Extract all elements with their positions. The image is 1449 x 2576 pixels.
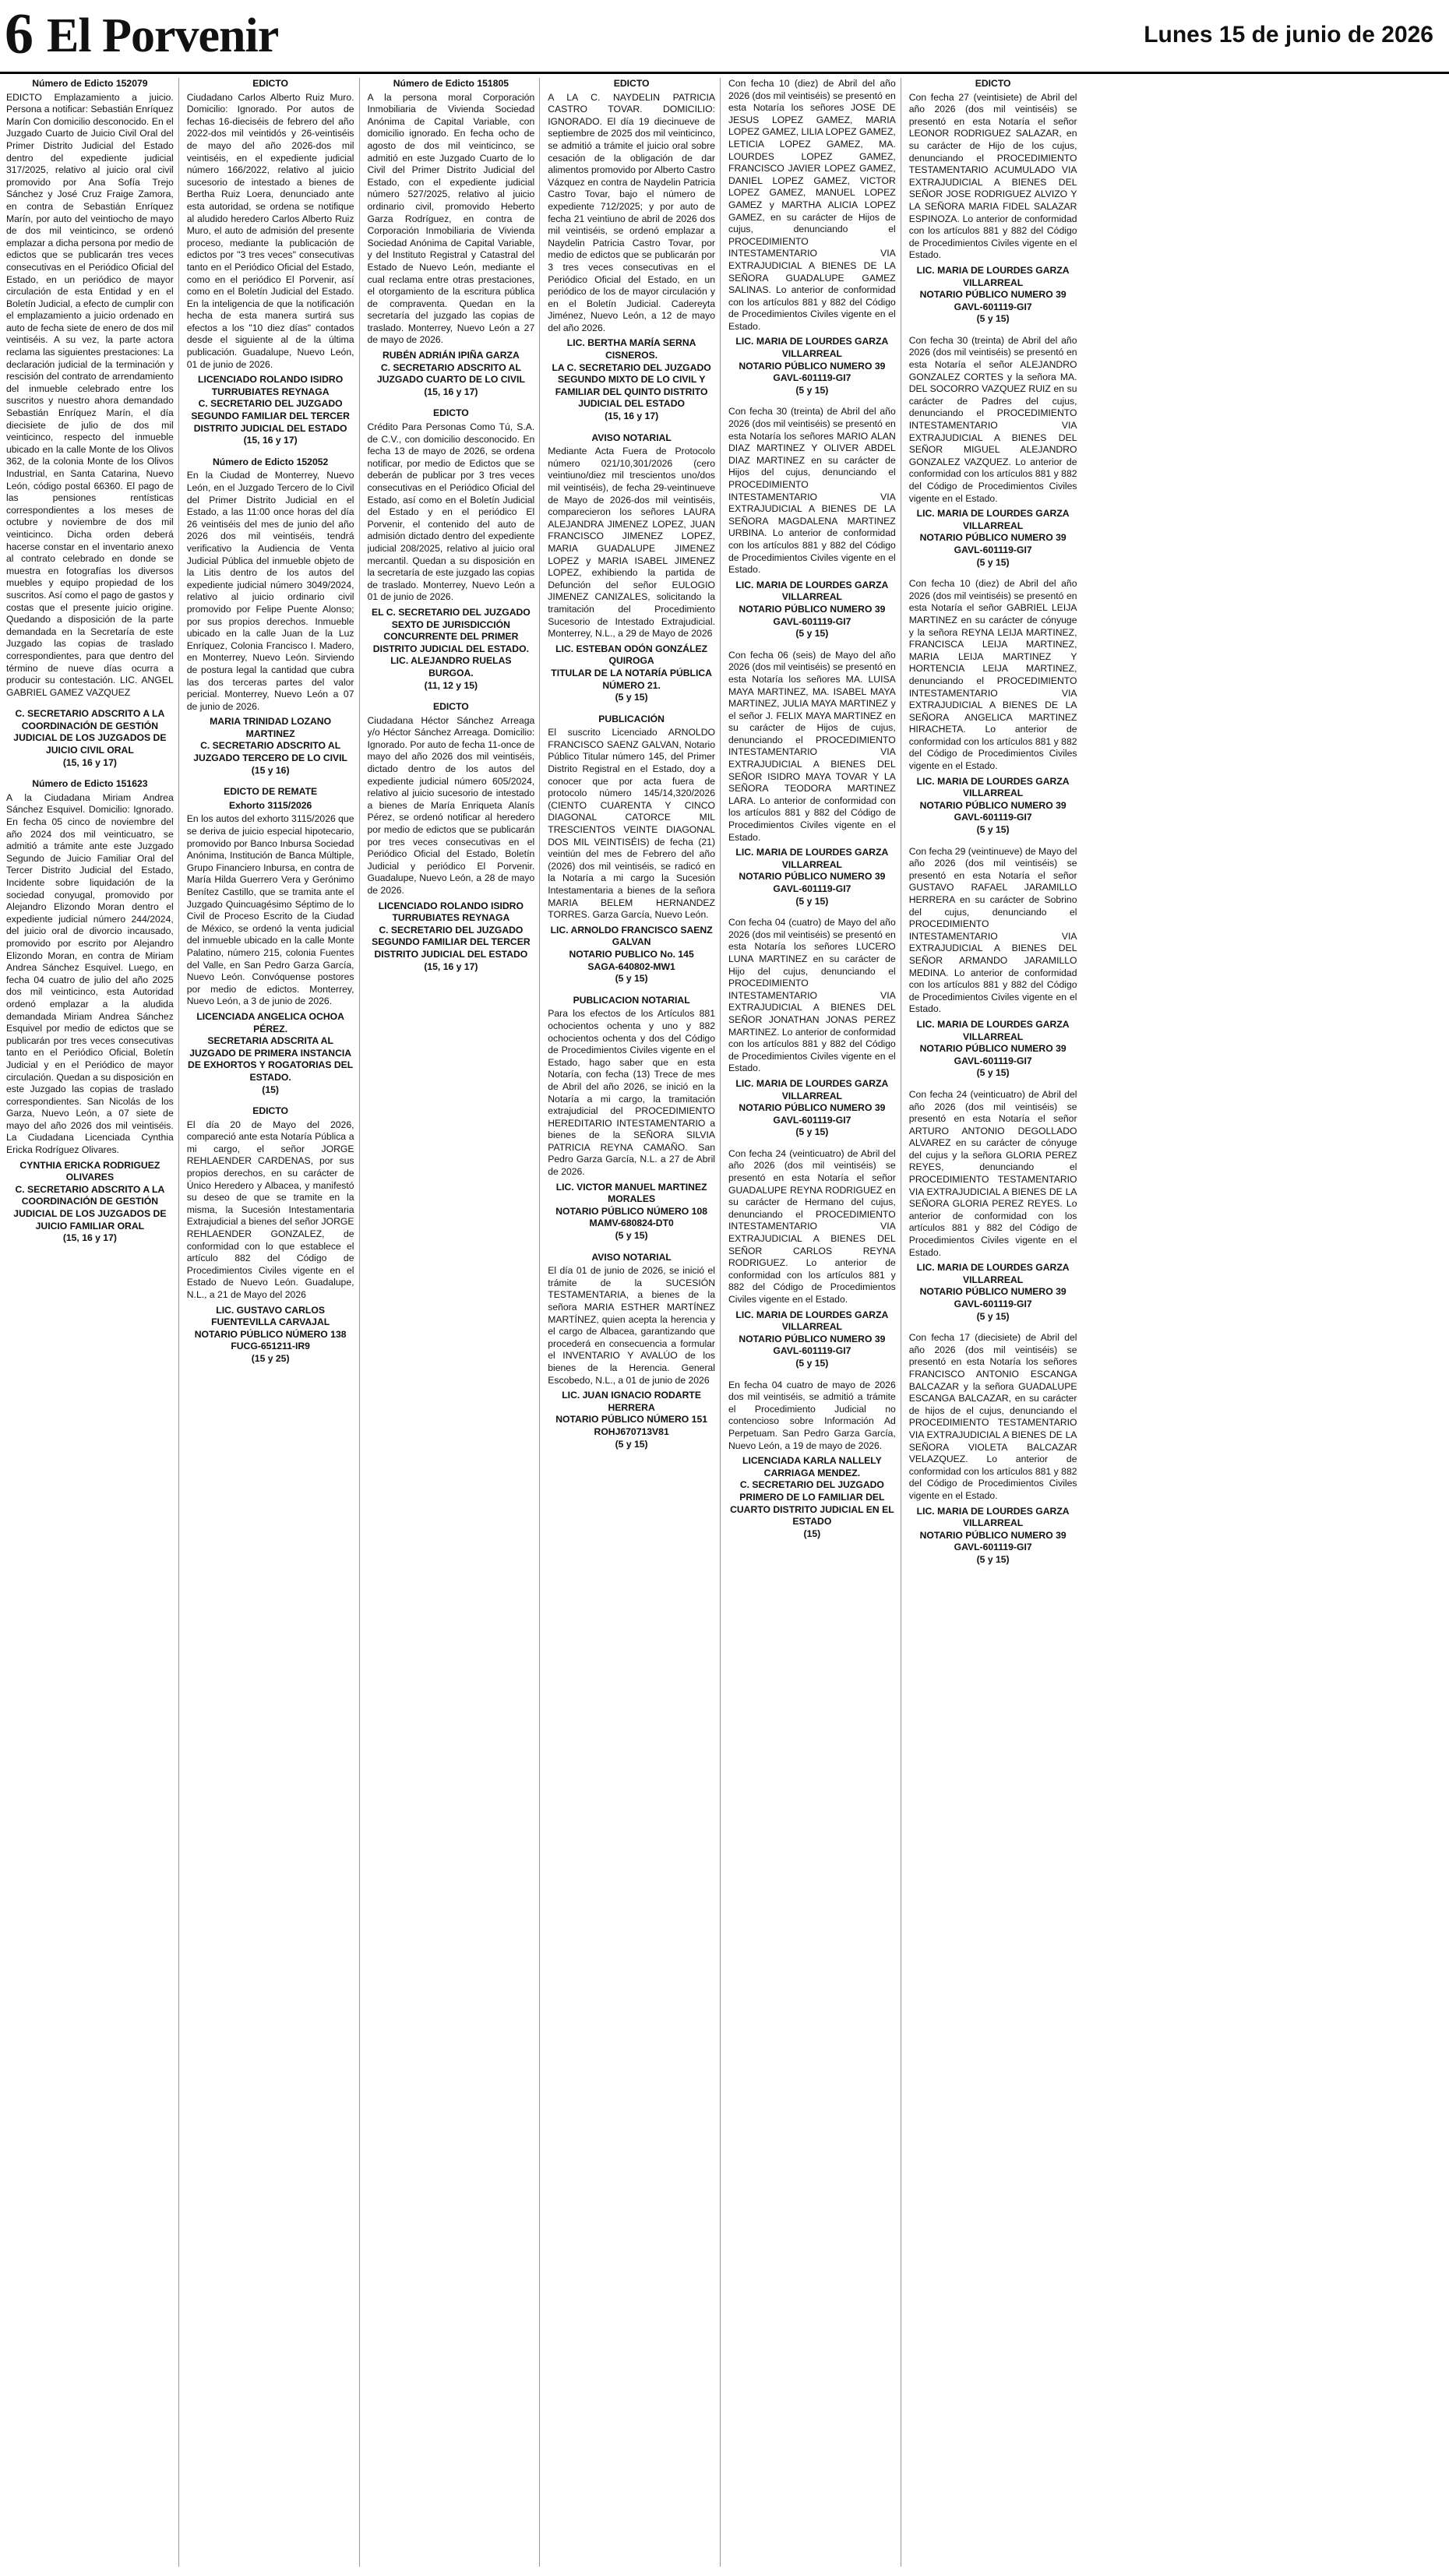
notice-body: EDICTO Emplazamiento a juicio. Persona a notificar: Sebastián Enríquez Marín Con domicilio desconocido. En el Juzgado Cuarto de Juicio Civil Oral del Primer Distrito Judicial del Estado dentro del expediente judicial 317/2025, relativo al juicio oral civil promovido por Ana Sofía Trejo Sánchez y José Cruz Fraige Zamora, en contra de Sebastián Enríquez Marín, por auto del veintiocho de mayo de dos mil veinticinco, se ordenó emplazar a dicha persona por medio de edictos que se publicarán tres veces consecutivas en el Periódico Oficial del Estado, en un periódico de mayor circulación de esta Entidad y en el Boletín Judicial, a efecto de cumplir con el emplazamiento a juicio ordenado en auto de fecha siete de enero de dos mil veintiséis. A su vez, la parte actora reclama las siguientes prestaciones: La declaración judicial de la terminación y rescisión del contrato de arrendamiento del inmueble celebrado entre los suscritos y nuestro ahora demandado Sebastián Enríquez Marín, el día diecisiete de julio de dos mil veinticinco, respecto del inmueble ubicado en la calle Monte de los Olivos 362, de la colonia Monte de los Olivos Industrial, en Santa Catarina, Nuevo León, código postal 66360. El pago de las pensiones rentísticas correspondientes a los meses de octubre y noviembre de dos mil veinticinco. Dicha orden deberá hacerse constar en el inventario anexo al contrato celebrado en donde se muestra en fotografías los diversos muebles y equipo propiedad de los suscritos. Así como el pago de gastos y costas que el presente juicio origine. Quedando a disposición de la parte demandada en la Secretaría de este Juzgado las copias de traslado correspondientes, para que dentro del término de nueve días ocurra a producir su contestación. LIC. ANGEL GABRIEL GAMEZ VAZQUEZ <box>6 91 174 698</box>
notice-title: Número de Edicto 151623 <box>32 778 148 790</box>
signature-line: (11, 12 y 15) <box>424 679 478 691</box>
column-5 <box>728 78 901 2567</box>
signature-line: (5 y 15) <box>795 1357 829 1369</box>
notice-body: El día 20 de Mayo del 2026, compareció ante esta Notaría Pública a mi cargo, el señor JORGE REHLAENDER CARDENAS, por sus propios derechos, en su carácter de Único Heredero y Albacea, y manifestó su deseo de que se tramite en la misma, la Sucesión Intestamentaria Extrajudicial a bienes del señor JORGE REHLAENDER GONZALEZ, de conformidad con lo que establece el artículo 882 del Código de Procedimientos Civiles vigente en el Estado de Nuevo León. Guadalupe, N.L., a 21 de Mayo del 2026 <box>186 1119 354 1300</box>
notice-body: Con fecha 06 (seis) de Mayo del año 2026 (dos mil veintiséis) se presentó en esta Notaría los señores MA. LUISA MAYA MARTINEZ, MA. ISABEL MAYA MARTINEZ, JULIA MAYA MARTINEZ y el señor J. FELIX MAYA MARTINEZ en su carácter de Hijos de cujus, denunciando el PROCEDIMIENTO INTESTAMENTARIO VIA EXTRAJUDICIAL A BIENES DEL SEÑOR ISIDRO MAYA TOVAR Y LA SEÑORA TEODORA MARTINEZ LARA. Lo anterior de conformidad con los artículos 881 y 882 del Código de Procedimientos Civiles vigente en el Estado. <box>728 649 896 843</box>
notice-signature <box>548 1182 715 1242</box>
signature-line: ROHJ670713V81 <box>594 1425 669 1437</box>
signature-line: GAVL-601119-GI7 <box>773 883 851 894</box>
notice-signature <box>728 847 896 907</box>
signature-line: NOTARIO PÚBLICO NUMERO 39 <box>739 603 886 615</box>
notice-body: En fecha 04 cuatro de mayo de 2026 dos mil veintiséis, se admitió a trámite el Procedimiento Judicial no contencioso sobre Información Ad Perpetuam. San Pedro Garza García, Nuevo León, a 19 de mayo de 2026. <box>728 1379 896 1451</box>
legal-notice <box>548 1252 715 1451</box>
signature-line: LIC. MARIA DE LOURDES GARZA VILLARREAL <box>916 264 1070 288</box>
legal-notice <box>728 78 896 396</box>
page-number: 6 <box>5 2 33 66</box>
signature-line: (15 y 16) <box>251 764 290 776</box>
notice-signature <box>909 265 1077 326</box>
notice-body: El suscrito Licenciado ARNOLDO FRANCISCO SAENZ GALVAN, Notario Público Titular número 145, del Primer Distrito Registral en el Estado, doy a conocer que por acta fuera de protocolo número 145/14,320/2026 (CIENTO CUARENTA Y CINCO DIAGONAL CATORCE MIL TRESCIENTOS VEINTE DIAGONAL DOS MIL VEINTISÉIS) de fecha (21) veintiún del mes de Febrero del año (2026) dos mil veintiséis, se radicó en la Notaría a mi cargo la Sucesión Intestamentaria a bienes de la señora MARIA BELEM HERNANDEZ TORRES. Garza García, Nuevo León. <box>548 727 715 921</box>
notice-signature <box>728 336 896 396</box>
notice-title: AVISO NOTARIAL <box>591 432 672 443</box>
signature-line: (5 y 15) <box>976 1310 1010 1322</box>
signature-line: GAVL-601119-GI7 <box>954 1299 1032 1309</box>
signature-line: (5 y 15) <box>795 384 829 396</box>
signature-line: NOTARIO PÚBLICO NUMERO 39 <box>919 1529 1066 1541</box>
notice-body: Ciudadano Carlos Alberto Ruiz Muro. Domicilio: Ignorado. Por autos de fechas 16-dieciséis de febrero del año 2022-dos mil veintidós y 26-veintiséis de mayo del año 2026-dos mil veintiséis, en el expediente judicial número 166/2022, relativo al juicio sucesorio de intestado a bienes de Bertha Ruiz Loera, denunciado ante esta autoridad, se ordena se notifique al aludido heredero Carlos Alberto Ruiz Muro, el auto de admisión del presente proceso, mediante la publicación de edictos por "3 tres veces" consecutivas tanto en el Periódico Oficial del Estado, como en el periódico El Porvenir, así como en el Boletín Judicial del Estado. En la inteligencia de que la notificación hecha de esta manera surtirá sus efectos a los "10 diez días" contados desde el siguiente al de la última publicación. Guadalupe, Nuevo León, 01 de junio de 2026. <box>186 91 354 370</box>
notice-title: AVISO NOTARIAL <box>591 1251 672 1263</box>
signature-line: C. SECRETARIO DEL JUZGADO PRIMERO DE LO FAMILIAR DEL CUARTO DISTRITO JUDICIAL EN EL ESTADO <box>730 1479 894 1528</box>
notice-title: EDICTO <box>613 78 650 89</box>
signature-line: GAVL-601119-GI7 <box>954 1542 1032 1553</box>
signature-line: (5 y 15) <box>976 1553 1010 1565</box>
notice-signature <box>728 1455 896 1540</box>
signature-line: GAVL-601119-GI7 <box>954 301 1032 312</box>
signature-line: NOTARIO PÚBLICO NUMERO 39 <box>919 799 1066 811</box>
legal-notice <box>6 708 174 769</box>
signature-line: LIC. MARIA DE LOURDES GARZA VILLARREAL <box>916 1262 1070 1285</box>
notice-signature <box>548 925 715 985</box>
legal-notice <box>909 578 1077 836</box>
signature-line: (5 y 15) <box>615 1230 648 1242</box>
legal-notice <box>368 701 535 973</box>
notice-signature <box>187 374 354 447</box>
signature-line: LIC. MARIA DE LOURDES GARZA VILLARREAL <box>916 508 1070 531</box>
signature-line: GAVL-601119-GI7 <box>954 812 1032 823</box>
signature-line: LICENCIADO ROLANDO ISIDRO TURRUBIATES REYNAGA <box>378 900 524 924</box>
column-2 <box>187 78 360 2567</box>
signature-line: NOTARIO PÚBLICO NUMERO 39 <box>739 1333 886 1344</box>
legal-notice <box>6 78 174 699</box>
signature-line: GAVL-601119-GI7 <box>773 1345 851 1357</box>
legal-notice <box>548 78 715 423</box>
signature-line: NOTARIO PÚBLICO NUMERO 39 <box>919 1043 1066 1055</box>
column-1 <box>6 78 179 2567</box>
notice-signature <box>548 643 715 704</box>
notice-body: Con fecha 10 (diez) de Abril del año 2026 (dos mil veintiséis) se presentó en esta Notaría los señores JOSE DE JESUS LOPEZ GAMEZ, MARIA LOPEZ GAMEZ, LILIA LOPEZ GAMEZ, LETICIA LOPEZ GAMEZ, MA. LOURDES LOPEZ GAMEZ, FRANCISCO JAVIER LOPEZ GAMEZ, DANIEL LOPEZ GAMEZ, VICTOR LOPEZ GAMEZ, MANUEL LOPEZ GAMEZ y MARTHA ALICIA LOPEZ GAMEZ, en su carácter de Hijos de cujus, denunciando el PROCEDIMIENTO INTESTAMENTARIO VIA EXTRAJUDICIAL A BIENES DE LA SEÑORA GUADALUPE GAMEZ SALINAS. Lo anterior de conformidad con los artículos 881 y 882 del Código de Procedimientos Civiles vigente en el Estado. <box>728 78 896 332</box>
notice-signature <box>909 1262 1077 1323</box>
legal-notice <box>187 1105 354 1365</box>
notice-signature <box>548 337 715 422</box>
signature-line: (5 y 15) <box>795 1126 829 1138</box>
signature-line: (15, 16 y 17) <box>605 411 659 422</box>
notice-signature <box>6 708 174 769</box>
notice-columns <box>0 78 1449 2567</box>
legal-notice <box>909 335 1077 569</box>
notice-signature <box>909 508 1077 569</box>
notice-signature <box>909 1019 1077 1080</box>
notice-body: A la persona moral Corporación Inmobiliaria de Vivienda Sociedad Anónima de Capital Variable, con domicilio ignorado. En fecha ocho de agosto de dos mil veinticinco, se admitió en este Juzgado Cuarto de lo Civil del Primer Distrito Judicial del Estado, con el expediente judicial número 527/2025, relativo al juicio ordinario civil, promovido Heberto Garza Rodríguez, en contra de Corporación Inmobiliaria de Vivienda Sociedad Anónima de Capital Variable, y del Instituto Registral y Catastral del Estado de Nuevo León, mediante el cual reclama entre otras prestaciones, el otorgamiento de la escritura pública de compraventa. Quedan en la secretaría del juzgado las copias de traslado. Monterrey, Nuevo León a 27 de mayo de 2026. <box>367 91 535 346</box>
signature-line: LIC. BERTHA MARÍA SERNA CISNEROS. <box>566 337 696 361</box>
legal-notice <box>728 1380 896 1541</box>
notice-body: Con fecha 24 (veinticuatro) de Abril del año 2026 (dos mil veintiséis) se presentó en esta Notaría el señor GUADALUPE REYNA RODRIGUEZ en su carácter de Hermano del cujus, denunciando el PROCEDIMIENTO INTESTAMENTARIO VIA EXTRAJUDICIAL A BIENES DEL SEÑOR CARLOS REYNA RODRIGUEZ. Lo anterior de conformidad con los artículos 881 y 882 del Código de Procedimientos Civiles vigente en el Estado. <box>728 1147 896 1305</box>
signature-line: LIC. VICTOR MANUEL MARTINEZ MORALES <box>555 1181 707 1205</box>
signature-line: (15, 16 y 17) <box>424 960 478 972</box>
notice-body: Con fecha 30 (treinta) de Abril del año 2026 (dos mil veintiséis) se presentó en esta Notaría el señor ALEJANDRO GONZALEZ CORTES y la señora MA. DEL SOCORRO VAZQUEZ RUIZ en su carácter de Padres del cujus, denunciando el PROCEDIMIENTO INTESTAMENTARIO VIA EXTRAJUDICIAL A BIENES DEL SEÑOR MIGUEL ALEJANDRO GONZALEZ VAZQUEZ. Lo anterior de conformidad con los artículos 881 y 882 del Código de Procedimientos Civiles vigente en el Estado. <box>908 334 1077 504</box>
signature-line: C. SECRETARIO ADSCRITO A LA COORDINACIÓN DE GESTIÓN JUDICIAL DE LOS JUZGADOS DE JUICIO FAMILIAR ORAL <box>13 1183 167 1232</box>
signature-line: NOTARIO PÚBLICO NÚMERO 108 <box>555 1205 708 1217</box>
signature-line: LIC. ARNOLDO FRANCISCO SAENZ GALVAN <box>550 924 713 948</box>
signature-line: (15) <box>262 1084 279 1095</box>
notice-body: Con fecha 27 (veintisiete) de Abril del año 2026 (dos mil veintiséis) se presentó en esta Notaría el señor LEONOR RODRIGUEZ SALAZAR, en su carácter de Hijo de los cujus, denunciando el PROCEDIMIENTO TESTAMENTARIO ACUMULADO VIA EXTRAJUDICIAL A BIENES DEL SEÑOR JOSE RODRIGUEZ ALVIZO Y LA SEÑORA MARIA FIDEL SALAZAR ESPINOZA. Lo anterior de conformidad con los artículos 881 y 882 del Código de Procedimientos Civiles vigente en el Estado. <box>908 91 1077 261</box>
signature-line: NOTARIO PÚBLICO NUMERO 39 <box>739 360 886 372</box>
notice-signature <box>909 1506 1077 1566</box>
legal-notice <box>909 846 1077 1080</box>
signature-line: GAVL-601119-GI7 <box>773 372 851 384</box>
signature-line: LIC. MARIA DE LOURDES GARZA VILLARREAL <box>735 579 889 603</box>
signature-line: NOTARIO PÚBLICO NUMERO 39 <box>919 1286 1066 1298</box>
page-header <box>0 0 1449 74</box>
signature-line: LIC. MARIA DE LOURDES GARZA VILLARREAL <box>735 336 889 360</box>
notice-signature <box>909 776 1077 837</box>
signature-line: (15, 16 y 17) <box>62 1232 117 1244</box>
notice-body: A LA C. NAYDELIN PATRICIA CASTRO TOVAR. DOMICILIO: IGNORADO. El día 19 diecinueve de septiembre de 2025 dos mil veinticinco, se admitió a trámite el juicio oral sobre cesación de la obligación de dar alimentos promovido por Alberto Castro Vázquez en contra de Naydelin Patricia Castro Tovar, bajo el número de expediente 712/2025; y por auto de fecha 21 veintiuno de abril de 2026 dos mil veintiséis, se ordenó emplazar a Naydelin Patricia Castro Tovar, por medio de edictos que se publicarán por 3 tres veces consecutivas en el Periódico Oficial del Estado, en un periódico de los de mayor circulación y en el Boletín Judicial. Cadereyta Jiménez, Nuevo León, a 12 de mayo del año 2026. <box>548 91 715 333</box>
legal-notice <box>187 78 354 447</box>
legal-notice <box>728 650 896 907</box>
signature-line: LICENCIADO ROLANDO ISIDRO TURRUBIATES REYNAGA <box>198 374 344 397</box>
signature-line: GAVL-601119-GI7 <box>954 544 1032 555</box>
notice-title: EDICTO <box>432 407 469 419</box>
notice-signature <box>548 1390 715 1450</box>
signature-line: (5 y 15) <box>976 1067 1010 1079</box>
notice-subtitle: Exhorto 3115/2026 <box>228 799 312 811</box>
signature-line: MARIA TRINIDAD LOZANO MARTINEZ <box>210 716 332 739</box>
legal-notice <box>728 917 896 1139</box>
legal-notice <box>368 78 535 398</box>
column-6 <box>909 78 1082 2567</box>
signature-line: (15) <box>803 1528 821 1539</box>
signature-line: C. SECRETARIO ADSCRITO A LA COORDINACIÓN DE GESTIÓN JUDICIAL DE LOS JUZGADOS DE JUICIO CIVIL ORAL <box>13 708 167 756</box>
notice-title: Número de Edicto 152079 <box>32 78 148 89</box>
notice-body: Con fecha 17 (diecisiete) de Abril del año 2026 (dos mil veintiséis) se presentó en esta Notaría los señores FRANCISCO ANTONIO ESCANGA BALCAZAR y la señora GUADALUPE ESCANGA BALCAZAR, en su carácter de hijos de el cujus, denunciando el PROCEDIMIENTO TESTAMENTARIO VIA EXTRAJUDICIAL A BIENES DE LA SEÑORA VIOLETA BALCAZAR VELAZQUEZ. Lo anterior de conformidad con los artículos 881 y 882 del Código de Procedimientos Civiles vigente en el Estado. <box>908 1332 1077 1501</box>
signature-line: (5 y 15) <box>976 313 1010 325</box>
signature-line: (15, 16 y 17) <box>243 435 298 446</box>
notice-title: EDICTO <box>252 1105 289 1117</box>
signature-line: C. SECRETARIO DEL JUZGADO SEGUNDO FAMILIAR DEL TERCER DISTRITO JUDICIAL DEL ESTADO <box>191 398 350 434</box>
notice-body: En la Ciudad de Monterrey, Nuevo León, en el Juzgado Tercero de lo Civil del Primer Distrito Judicial en el Estado, a las 11:00 once horas del día 26 veintiséis del mes de junio del año 2026 dos mil veintiséis, tendrá verificativo la Audiencia de Venta Judicial Pública del inmueble objeto de la Litis dentro de los autos del expediente judicial número 3049/2024, relativo al juicio ordinario civil promovido por Felipe Puente Alonso; por sus propios derechos. Inmueble ubicado en la calle Juan de la Luz Enríquez, Colonia Francisco I. Madero, en Monterrey, Nuevo León. Sirviendo de postura legal la cantidad que cubra las dos terceras partes del valor pericial. Monterrey, Nuevo León a 07 de junio de 2026. <box>186 470 354 712</box>
signature-line: LIC. MARIA DE LOURDES GARZA VILLARREAL <box>735 1309 889 1333</box>
signature-line: NOTARIO PUBLICO No. 145 <box>569 948 694 960</box>
signature-line: C. SECRETARIO DEL JUZGADO SEGUNDO FAMILIAR DEL TERCER DISTRITO JUDICIAL DEL ESTADO <box>372 924 531 960</box>
signature-line: TITULAR DE LA NOTARÍA PÚBLICA NÚMERO 21. <box>551 667 712 691</box>
signature-line: (5 y 15) <box>615 973 648 985</box>
legal-notice <box>548 714 715 985</box>
signature-line: GAVL-601119-GI7 <box>954 1055 1032 1066</box>
signature-line: (15, 16 y 17) <box>62 756 117 768</box>
notice-body: En los autos del exhorto 3115/2026 que se deriva de juicio especial hipotecario, promovido por Banco Inbursa Sociedad Anónima, Institución de Banca Múltiple, Grupo Financiero Inbursa, en contra de María Hilda Guerrero Vera y Gerónimo Benítez Castillo, que se tramita ante el Juzgado Quincuagésimo Séptimo de lo Civil de Proceso Escrito de la Ciudad de México, se ordenó la venta judicial del inmueble ubicado en la calle Monte Palatino, número 215, colonia Fuentes del Valle, en San Pedro Garza García, Nuevo León. Convóquense postores por medio de edictos. Monterrey, Nuevo León, a 3 de junio de 2026. <box>186 813 354 1007</box>
notice-body: Con fecha 10 (diez) de Abril del año 2026 (dos mil veintiséis) se presentó en esta Notaría el señor GABRIEL LEIJA MARTINEZ en su carácter de cónyuge y la señora REYNA LEIJA MARTINEZ, FRANCISCA LEIJA MARTINEZ, MARIA LEIJA MARTINEZ Y HORTENCIA LEIJA MARTINEZ, denunciando el PROCEDIMIENTO INTESTAMENTARIO VIA EXTRAJUDICIAL A BIENES DE LA SEÑORA ANGELICA MARTINEZ HIRACHETA. Lo anterior de conformidad con los artículos 881 y 882 del Código de Procedimientos Civiles vigente en el Estado. <box>908 578 1077 772</box>
signature-line: LIC. ALEJANDRO RUELAS BURGOA. <box>390 655 512 678</box>
column-4 <box>548 78 721 2567</box>
notice-body: Ciudadana Héctor Sánchez Arreaga y/o Héctor Sánchez Arreaga. Domicilio: Ignorado. Por auto de fecha 11-once de mayo del año 2026 dos mil veintiséis, dictado dentro de los autos del expediente judicial número 605/2024, relativo al juicio sucesorio de intestado a bienes de María Enriqueta Alanís Pérez, se ordenó notificar al heredero por medio de edictos que se publicarán por tres veces consecutivas en el Periódico Oficial del Estado, Boletín Judicial y periódico El Porvenir. Guadalupe, Nuevo León, a 28 de mayo de 2026. <box>367 714 535 896</box>
legal-notice <box>909 78 1077 326</box>
notice-signature <box>368 607 535 692</box>
signature-line: EL C. SECRETARIO DEL JUZGADO SEXTO DE JURISDICCIÓN CONCURRENTE DEL PRIMER DISTRITO JUDICIAL DEL ESTADO. <box>371 606 531 654</box>
signature-line: (5 y 15) <box>795 895 829 907</box>
signature-line: LIC. MARIA DE LOURDES GARZA VILLARREAL <box>735 1077 889 1101</box>
signature-line: NOTARIO PÚBLICO NÚMERO 138 <box>194 1328 347 1340</box>
notice-signature <box>728 1078 896 1139</box>
notice-body: Con fecha 30 (treinta) de Abril del año 2026 (dos mil veintiséis) se presentó en esta Notaría los señores MARIO ALAN DIAZ MARTINEZ Y OLIVER ABDEL DIAZ MARTINEZ en su carácter de Hijos del cujus, denunciando el PROCEDIMIENTO INTESTAMENTARIO VIA EXTRAJUDICIAL A BIENES DE LA SEÑORA MAGDALENA MARTINEZ URBINA. Lo anterior de conformidad con los artículos 881 y 882 del Código de Procedimientos Civiles vigente en el Estado. <box>728 406 896 576</box>
notice-body: Mediante Acta Fuera de Protocolo número 021/10,301/2026 (cero veintiuno/diez mil trescientos uno/dos mil veintiséis), de fecha 29-veintinueve de Mayo de 2026-dos mil veintiséis, comparecieron los señores LAURA ALEJANDRA JIMENEZ LOPEZ, JUAN FRANCISCO JIMENEZ LOPEZ, MARIA GUADALUPE JIMENEZ LOPEZ y MARIA ISABEL JIMENEZ LOPEZ, exhibiendo la partida de Defunción del señor EULOGIO JIMENEZ CANIZALES, solicitando la tramitación del Procedimiento Sucesorio de Intestado Extrajudicial. Monterrey, N.L., a 29 de Mayo de 2026 <box>548 446 715 640</box>
signature-line: LA C. SECRETARIO DEL JUZGADO SEGUNDO MIXTO DE LO CIVIL Y FAMILIAR DEL QUINTO DISTRITO JUDICIAL DEL ESTADO <box>552 361 711 410</box>
signature-line: LIC. ESTEBAN ODÓN GONZÁLEZ QUIROGA <box>555 643 708 667</box>
notice-title: EDICTO <box>975 78 1011 89</box>
signature-line: NOTARIO PÚBLICO NÚMERO 151 <box>555 1414 708 1425</box>
notice-signature <box>187 1011 354 1096</box>
notice-signature <box>368 350 535 398</box>
notice-body: Crédito Para Personas Como Tú, S.A. de C.V., con domicilio desconocido. En fecha 13 de mayo de 2026, se ordena notificar, por medio de Edictos que se deberán de publicar por 3 tres veces consecutivas en el Periódico Oficial del Estado, así como en el Boletín Judicial del Estado y en el periódico El Porvenir, el contenido del auto de admisión dictado dentro del expediente judicial 208/2025, relativo al juicio oral mercantil. Quedan a su disposición en la secretaría de este juzgado las copias de traslado. Monterrey, Nuevo León a 01 de junio de 2026. <box>367 421 535 603</box>
legal-notice <box>728 1148 896 1370</box>
signature-line: LICENCIADA ANGELICA OCHOA PÉREZ. <box>196 1010 344 1034</box>
issue-date: Lunes 15 de junio de 2026 <box>1144 22 1433 48</box>
signature-line: LIC. MARIA DE LOURDES GARZA VILLARREAL <box>916 1505 1070 1529</box>
signature-line: RUBÉN ADRIÁN IPIÑA GARZA <box>382 350 520 361</box>
notice-signature <box>187 1305 354 1366</box>
notice-signature <box>6 1160 174 1245</box>
notice-signature <box>728 580 896 640</box>
notice-body: Para los efectos de los Artículos 881 ochocientos ochenta y uno y 882 ochocientos ochenta y dos del Código de Procedimientos Civiles vigente en el Estado, hago saber que en esta Notaría, con fecha (13) Trece de mes de Abril del año 2026, se inició en la Notaría a mi cargo, la tramitación extrajudicial del PROCEDIMIENTO HEREDITARIO INTESTAMENTARIO a bienes de la SEÑORA SILVIA PATRICIA REYNA CAMAÑO. San Pedro Garza García, N.L. a 27 de Abril de 2026. <box>548 1008 715 1178</box>
signature-line: SAGA-640802-MW1 <box>587 960 675 972</box>
legal-notice <box>909 1332 1077 1566</box>
notice-title: Número de Edicto 152052 <box>212 456 329 467</box>
signature-line: C. SECRETARIO ADSCRITO AL JUZGADO TERCERO DE LO CIVIL <box>193 740 347 764</box>
signature-line: (15, 16 y 17) <box>424 386 478 397</box>
signature-line: GAVL-601119-GI7 <box>773 1114 851 1126</box>
signature-line: (5 y 15) <box>795 628 829 640</box>
legal-notice <box>187 456 354 777</box>
signature-line: LIC. MARIA DE LOURDES GARZA VILLARREAL <box>916 775 1070 799</box>
notice-title: EDICTO DE REMATE <box>224 786 318 798</box>
notice-title: Número de Edicto 151805 <box>393 78 509 89</box>
signature-line: LIC. JUAN IGNACIO RODARTE HERRERA <box>562 1390 701 1413</box>
signature-line: NOTARIO PÚBLICO NUMERO 39 <box>919 532 1066 544</box>
notice-body: El día 01 de junio de 2026, se inició el trámite de la SUCESIÓN TESTAMENTARIA, a bienes de la señora MARIA ESTHER MARTÍNEZ MARTÍNEZ, quien acepta la herencia y el cargo de Albacea, garantizando que procederá en consecuencia a formular el INVENTARIO Y AVALÚO de los bienes de la Herencia. General Escobedo, N.L., a 01 de junio de 2026 <box>548 1265 715 1386</box>
legal-notice <box>909 1089 1077 1323</box>
signature-line: NOTARIO PÚBLICO NUMERO 39 <box>739 1102 886 1114</box>
signature-line: (15 y 25) <box>251 1352 290 1364</box>
signature-line: NOTARIO PÚBLICO NUMERO 39 <box>739 871 886 883</box>
legal-notice <box>548 995 715 1242</box>
signature-line: SECRETARIA ADSCRITA AL JUZGADO DE PRIMERA INSTANCIA DE EXHORTOS Y ROGATORIAS DEL ESTADO. <box>188 1035 354 1083</box>
notice-title: PUBLICACIÓN <box>598 713 665 724</box>
legal-notice <box>6 778 174 1245</box>
signature-line: LICENCIADA KARLA NALLELY CARRIAGA MENDEZ. <box>742 1455 882 1478</box>
notice-title: EDICTO <box>432 701 469 713</box>
signature-line: GAVL-601119-GI7 <box>773 615 851 627</box>
signature-line: (5 y 15) <box>976 824 1010 836</box>
signature-line: (5 y 15) <box>615 692 648 703</box>
legal-notice <box>728 406 896 640</box>
signature-line: FUCG-651211-IR9 <box>231 1341 310 1352</box>
signature-line: C. SECRETARIO ADSCRITO AL JUZGADO CUARTO DE LO CIVIL <box>376 361 525 386</box>
signature-line: LIC. MARIA DE LOURDES GARZA VILLARREAL <box>735 847 889 870</box>
legal-notice <box>368 407 535 692</box>
signature-line: CYNTHIA ERICKA RODRIGUEZ OLIVARES <box>19 1159 160 1183</box>
notice-body: A la Ciudadana Miriam Andrea Sánchez Esquivel. Domicilio: Ignorado. En fecha 05 cinco de noviembre del año 2024 dos mil veinticuatro, se admitió a trámite ante este Juzgado Segundo de Juicio Familiar Oral del Tercer Distrito Judicial del Estado, Incidente sobre liquidación de la sociedad conyugal, promovido por Alejandro Elizondo Moran dentro el expediente judicial número 244/2024, del juicio oral de divorcio incausado, promovido por escrito por Alejandro Elizondo Moran, en contra de Miriam Andrea Sánchez Esquivel. Luego, en fecha 04 cuatro de julio del año 2025 dos mil veinticinco, esta Autoridad ordenó emplazar a la aludida demandada Miriam Andrea Sánchez Esquivel por medio de edictos que se publicarán por tres veces consecutivas tanto en el Periódico Oficial, Boletín Judicial y en el Periódico de mayor circulación. Quedan a su disposición en este Juzgado las copias de traslado correspondientes. San Nicolás de los Garza, Nuevo León, a 07 siete de mayo del año 2026 dos mil veintiséis. La Ciudadana Licenciada Cynthia Ericka Rodríguez Olivares. <box>6 791 174 1156</box>
column-3 <box>368 78 541 2567</box>
notice-body: Con fecha 24 (veinticuatro) de Abril del año 2026 (dos mil veintiséis) se presentó en esta Notaría el señor ARTURO ANTONIO DEGOLLADO ALVAREZ en su carácter de cónyuge del cujus y la señora GLORIA PEREZ REYES, denunciando el PROCEDIMIENTO TESTAMENTARIO VIA EXTRAJUDICIAL A BIENES DE LA SEÑORA GLORIA PEREZ REYES. Lo anterior de conformidad con los artículos 881 y 882 del Código de Procedimientos Civiles vigente en el Estado. <box>908 1088 1077 1258</box>
notice-signature <box>368 900 535 974</box>
legal-notice <box>187 786 354 1096</box>
signature-line: (5 y 15) <box>976 556 1010 568</box>
signature-line: NOTARIO PÚBLICO NUMERO 39 <box>919 289 1066 301</box>
notice-body: Con fecha 04 (cuatro) de Mayo del año 2026 (dos mil veintiséis) se presentó en esta Notaría los señores LUCERO LUNA MARTINEZ en su carácter de Hijo del cujus, denunciando el PROCEDIMIENTO INTESTAMENTARIO VIA EXTRAJUDICIAL A BIENES DEL SEÑOR JONATHAN JONAS PEREZ MARTINEZ. Lo anterior de conformidad con los artículos 881 y 882 del Código de Procedimientos Civiles vigente en el Estado. <box>728 917 896 1074</box>
signature-line: LIC. MARIA DE LOURDES GARZA VILLARREAL <box>916 1018 1070 1042</box>
notice-title: PUBLICACION NOTARIAL <box>573 994 690 1006</box>
legal-notice <box>548 432 715 704</box>
signature-line: MAMV-680824-DT0 <box>589 1218 674 1229</box>
newspaper-masthead: El Porvenir <box>47 9 279 62</box>
notice-signature <box>728 1309 896 1370</box>
notice-signature <box>187 716 354 777</box>
signature-line: (5 y 15) <box>615 1438 648 1450</box>
notice-title: EDICTO <box>252 78 289 89</box>
signature-line: LIC. GUSTAVO CARLOS FUENTEVILLA CARVAJAL <box>211 1304 330 1328</box>
notice-body: Con fecha 29 (veintinueve) de Mayo del año 2026 (dos mil veintiséis) se presentó en esta Notaría el señor GUSTAVO RAFAEL JARAMILLO HERRERA en su carácter de Sobrino del cujus, denunciando el PROCEDIMIENTO INTESTAMENTARIO VIA EXTRAJUDICIAL A BIENES DEL SEÑOR ARMANDO JARAMILLO MEDINA. Lo anterior de conformidad con los artículos 881 y 882 del Código de Procedimientos Civiles vigente en el Estado. <box>908 845 1077 1015</box>
